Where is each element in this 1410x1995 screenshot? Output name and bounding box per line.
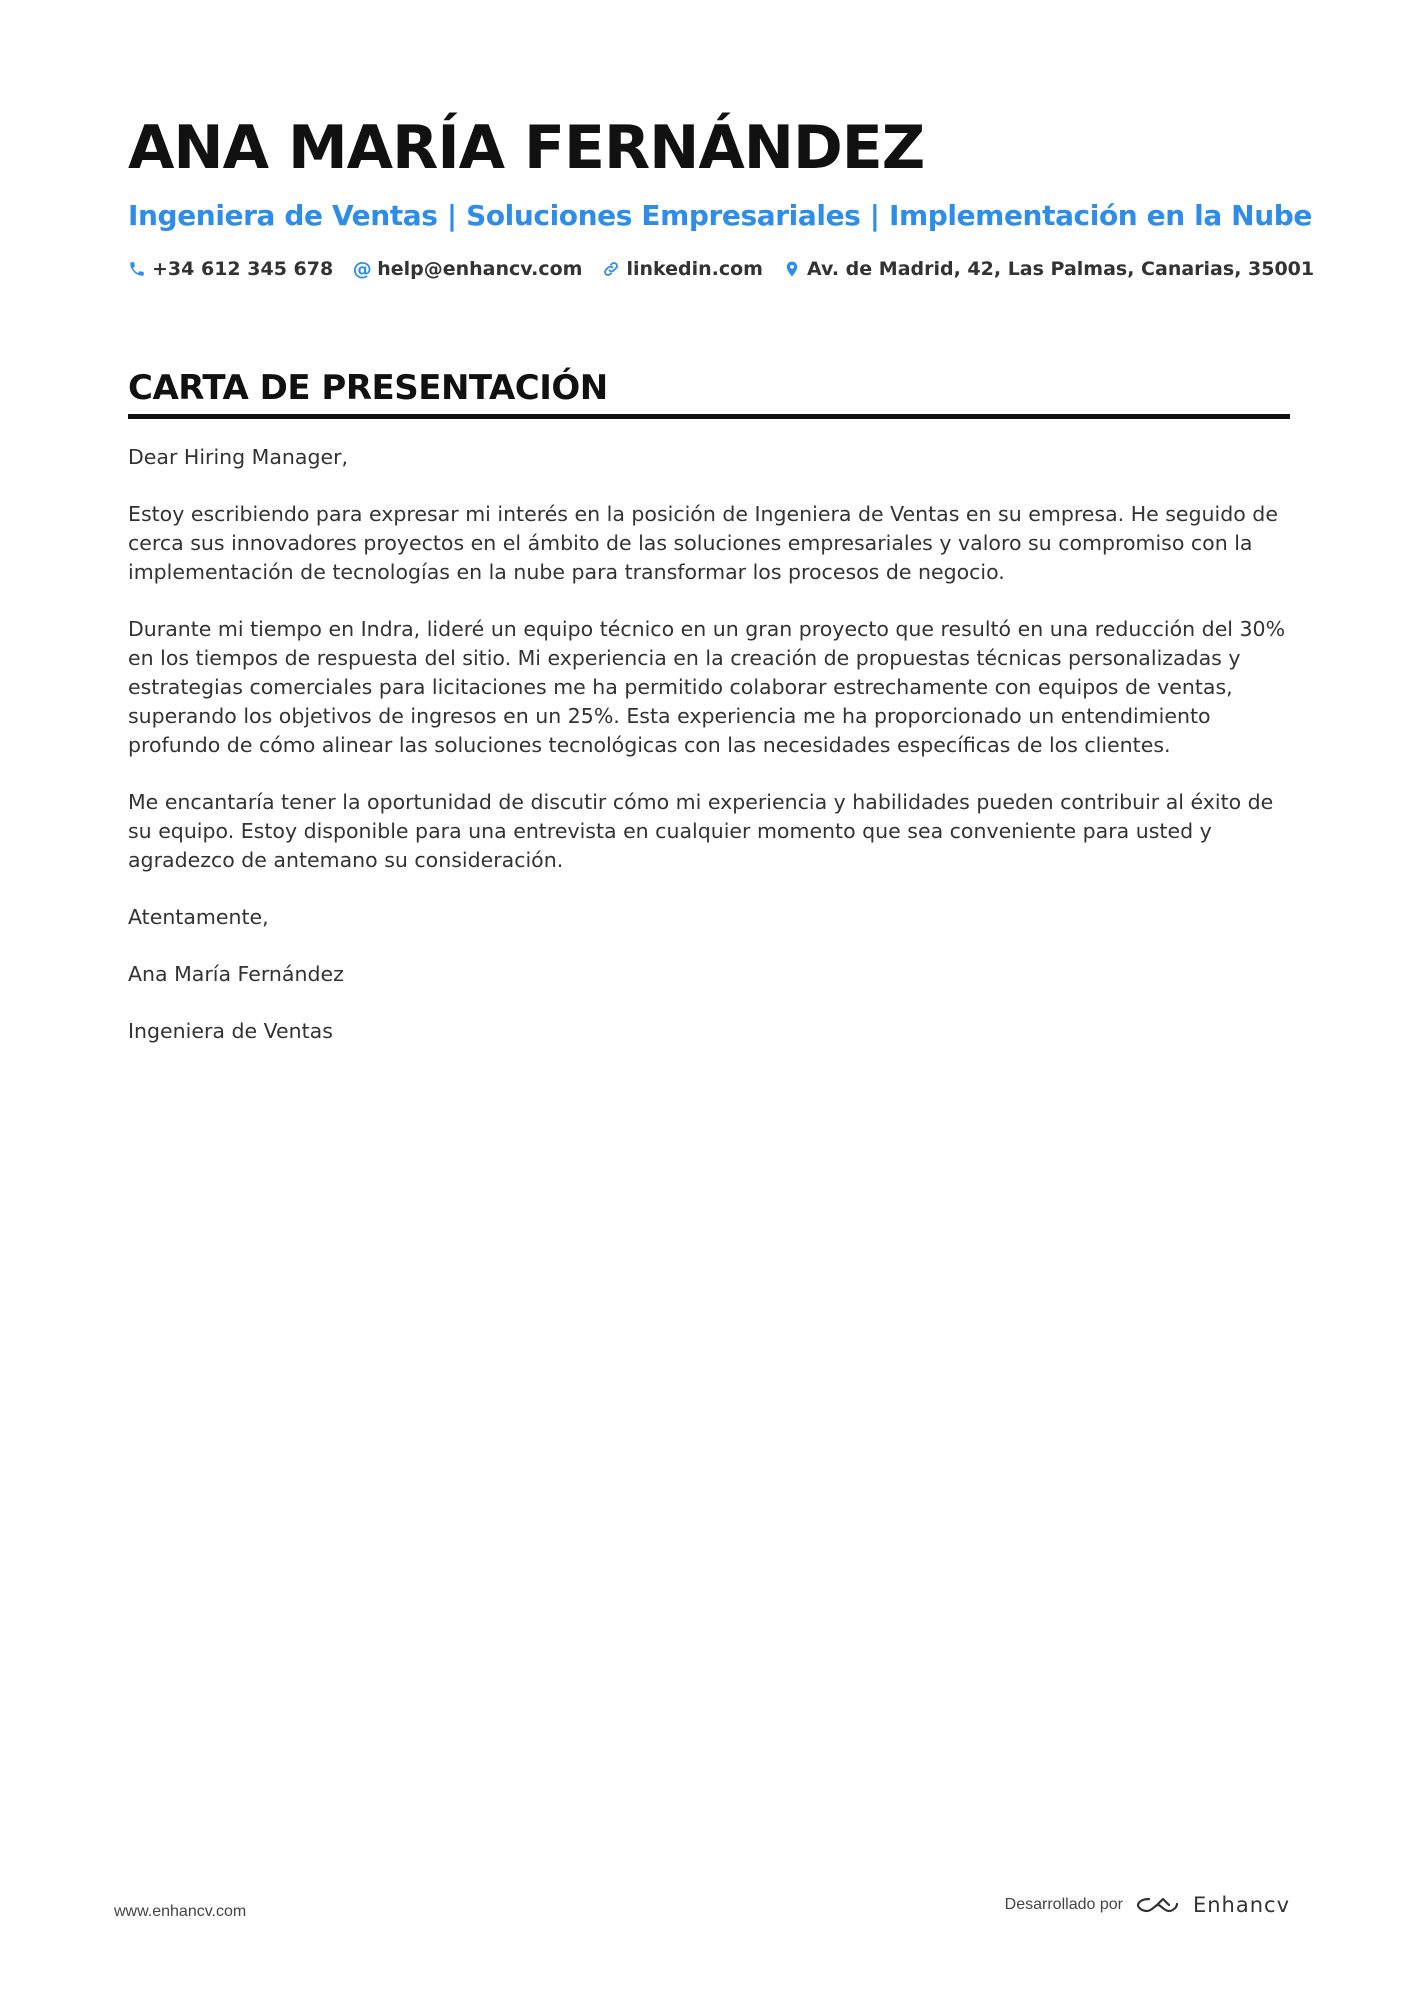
contact-email[interactable] <box>353 258 582 280</box>
email-text[interactable]: help@enhancv.com <box>377 258 583 280</box>
cover-letter-section <box>128 366 1290 1074</box>
resume-header <box>128 108 1315 280</box>
footer-website[interactable]: www.enhancv.com <box>114 1903 247 1920</box>
section-title: CARTA DE PRESENTACIÓN <box>128 368 608 408</box>
link-icon <box>602 260 620 278</box>
letter-greeting: Dear Hiring Manager, <box>128 445 349 469</box>
address-text: Av. de Madrid, 42, Las Palmas, Canarias, 35001 <box>806 258 1315 280</box>
at-icon: @ <box>352 258 372 280</box>
contact-address <box>783 258 1314 280</box>
candidate-name: ANA MARÍA FERNÁNDEZ <box>128 113 925 183</box>
signature-name: Ana María Fernández <box>128 962 344 986</box>
enhancv-logo-icon <box>1135 1893 1181 1917</box>
candidate-headline: Ingeniera de Ventas | Soluciones Empresariales | Implementación en la Nube <box>128 199 1312 232</box>
contact-phone <box>128 258 333 280</box>
footer-branding <box>1005 1893 1290 1917</box>
link-text[interactable]: linkedin.com <box>626 258 763 280</box>
contact-bar <box>128 258 1315 280</box>
phone-text: +34 612 345 678 <box>152 258 334 280</box>
letter-paragraph: Estoy escribiendo para expresar mi interés en la posición de Ingeniera de Ventas en su empresa. He seguido de cerca sus innovadores proyectos en el ámbito de las soluciones empresariales y valoro su compromiso con la implementación de tecnologías en la nube para transformar los procesos de negocio. <box>128 502 1278 584</box>
signature-title: Ingeniera de Ventas <box>128 1019 333 1043</box>
letter-paragraph: Me encantaría tener la oportunidad de discutir cómo mi experiencia y habilidades pueden contribuir al éxito de su equipo. Estoy disponible para una entrevista en cualquier momento que sea conveniente para usted y agradezco de antemano su consideración. <box>128 790 1274 872</box>
section-divider <box>128 414 1290 419</box>
letter-closing: Atentamente, <box>128 905 269 929</box>
letter-paragraph: Durante mi tiempo en Indra, lideré un equipo técnico en un gran proyecto que resultó en una reducción del 30% en los tiempos de respuesta del sitio. Mi experiencia en la creación de propuestas técnicas personalizadas y estrategias comerciales para licitaciones me ha permitido colaborar estrechamente con equipos de ventas, superando los objetivos de ingresos en un 25%. Esta experiencia me ha proporcionado un entendimiento profundo de cómo alinear las soluciones tecnológicas con las necesidades específicas de los clientes. <box>128 617 1286 757</box>
location-pin-icon <box>783 260 801 278</box>
phone-icon <box>128 260 146 278</box>
powered-by-label: Desarrollado por <box>1004 1896 1123 1913</box>
contact-link[interactable] <box>602 258 763 280</box>
page-footer <box>114 1890 1290 1920</box>
brand-name[interactable]: Enhancv <box>1192 1893 1290 1917</box>
letter-body <box>128 443 1290 1046</box>
